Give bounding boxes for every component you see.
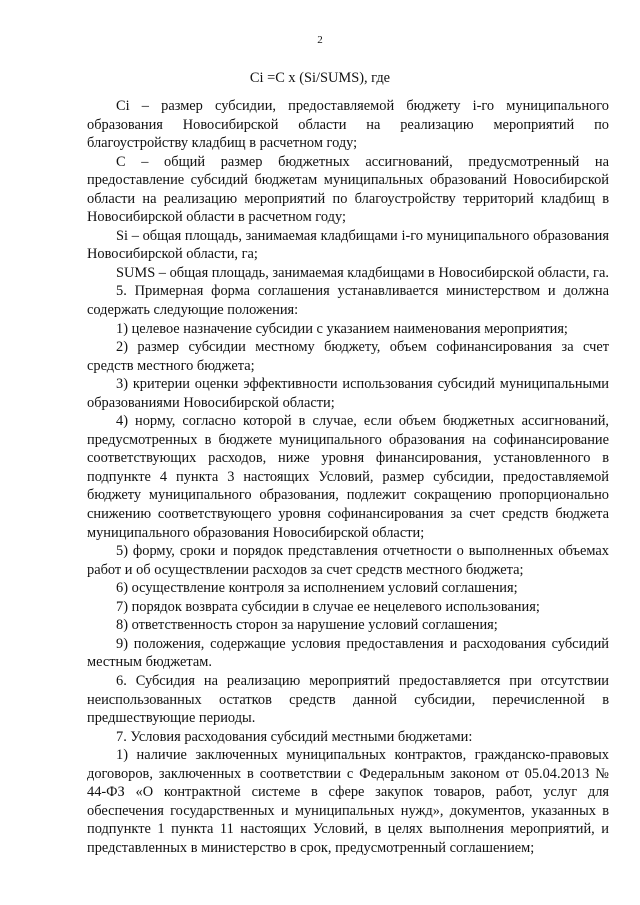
clause-5-item-2: 2) размер субсидии местному бюджету, объем софинансирования за счет средств местного бюджета; [87,339,609,374]
subsidy-formula: Ci =C x (Si/SUMS), где [249,70,391,86]
page-number: 2 [317,34,323,46]
clause-5-item-6: 6) осуществление контроля за исполнением условий соглашения; [116,580,518,597]
clause-5-item-4: 4) норму, согласно которой в случае, если объем бюджетных ассигнований, предусмотренных в бюджете муниципального образования на софинансирование соответствующих расходов, ниже уровня финансирования, установленного в подпункте 4 пункта 3 настоящих Условий, размер субсидии, предоставляемой бюджету муниципального образования, подлежит сокращению пропорционально снижению соответствующего уровня софинансирования за счет средств бюджета муниципального образования Новосибирской области; [87,413,609,541]
clause-5-item-5: 5) форму, сроки и порядок представления отчетности о выполненных объемах работ и об осуществлении расходов за счет средств местного бюджета; [87,543,609,578]
clause-7-intro: 7. Условия расходования субсидий местными бюджетами: [116,728,473,745]
document-body [87,97,609,857]
clause-5-item-1: 1) целевое назначение субсидии с указанием наименования мероприятия; [116,320,568,337]
definition-si: Si – общая площадь, занимаемая кладбищами i-го муниципального образования Новосибирской области, га; [87,227,609,263]
clause-6: 6. Субсидия на реализацию мероприятий предоставляется при отсутствии неиспользованных остатков средств данной субсидии, перечисленной в предшествующие периоды. [87,672,609,727]
clause-5-item-3: 3) критерии оценки эффективности использования субсидий муниципальными образованиями Новосибирской области; [87,376,609,411]
clause-5-intro: 5. Примерная форма соглашения устанавливается министерством и должна содержать следующие положения: [87,283,609,319]
clause-7-item-1: 1) наличие заключенных муниципальных контрактов, гражданско-правовых договоров, заключенных в соответствии с Федеральным законом от 05.04.2013 № 44-ФЗ «О контрактной системе в сфере закупок товаров, работ, услуг для обеспечения государственных и муниципальных нужд», документов, указанных в подпункте 1 пункта 11 настоящих Условий, в целях выполнения мероприятий, и представленных в министерство в срок, предусмотренный соглашением; [87,747,609,856]
definition-sums: SUMS – общая площадь, занимаемая кладбищами в Новосибирской области, га. [116,264,609,281]
definition-ci: Ci – размер субсидии, предоставляемой бюджету i-го муниципального образования Новосибирской области на реализацию мероприятий по благоустройству кладбищ в расчетном году; [87,98,609,152]
definition-c: C – общий размер бюджетных ассигнований, предусмотренный на предоставление субсидий бюджетам муниципальных образований Новосибирской области на реализацию мероприятий по благоустройству территорий кладбищ в Новосибирской области в расчетном году; [87,153,609,226]
clause-5-item-7: 7) порядок возврата субсидии в случае ее нецелевого использования; [116,598,540,615]
clause-5-item-9: 9) положения, содержащие условия предоставления и расходования субсидий местным бюджетам. [87,635,609,671]
clause-5-item-8: 8) ответственность сторон за нарушение условий соглашения; [116,617,498,634]
